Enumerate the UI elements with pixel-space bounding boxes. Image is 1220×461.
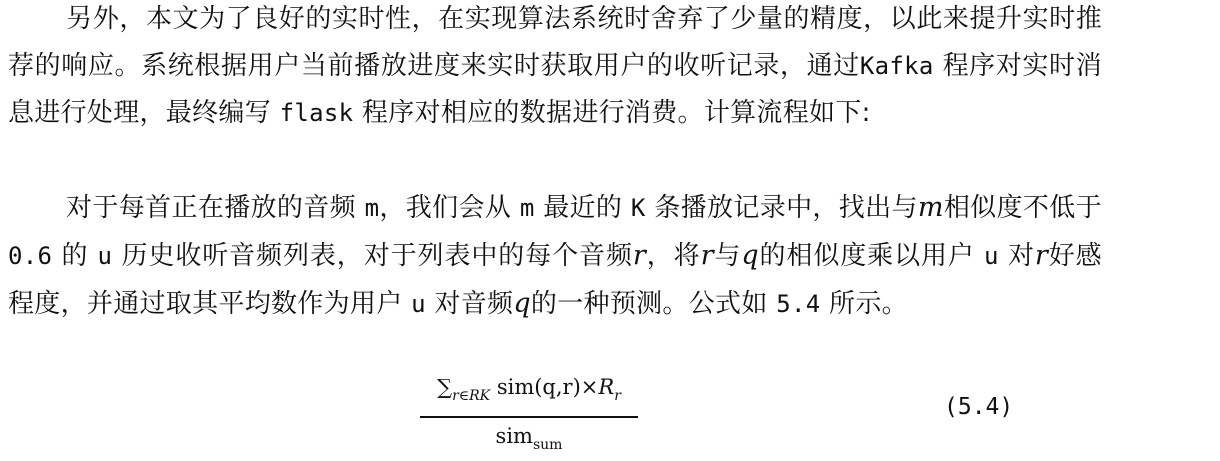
paragraph2-text-2: ，我们会从 [379, 193, 512, 223]
math-r: r [700, 240, 714, 271]
denominator-sim: sim [495, 424, 533, 448]
paragraph2-text-13: 对音频 [434, 289, 514, 319]
math-q: q [741, 240, 759, 271]
math-r: r [632, 240, 647, 271]
equation-reference: 5.4 [776, 290, 821, 318]
paragraph2-text-1: 对于每首正在播放的音频 [66, 193, 356, 223]
sum-symbol: ∑ [437, 375, 453, 399]
formula-numerator [420, 372, 638, 411]
math-q: q [513, 288, 531, 319]
times-symbol: × [580, 375, 599, 399]
denominator-subscript: sum [532, 437, 563, 453]
paragraph2-text-8: ，将 [646, 241, 701, 271]
paragraph2-text-11: 对 [1007, 241, 1035, 271]
math-r: r [1034, 240, 1049, 271]
kafka-term: Kafka [859, 52, 934, 80]
paragraph2-text-4: 条播放记录中，找出与 [654, 193, 918, 223]
paragraph2-text-7: 历史收听音频列表，对于列表中的每个音频 [121, 241, 633, 271]
paragraph1-text-2: 程序对实时消息进行处理，最终编写 [8, 51, 1102, 128]
formula-denominator [420, 422, 638, 459]
fraction-bar [420, 416, 638, 418]
flask-term: flask [279, 99, 354, 127]
rating-symbol: R [598, 375, 615, 399]
var-k: K [630, 194, 646, 222]
paragraph1-text-1: 另外，本文为了良好的实时性，在实现算法系统时舍弃了少量的精度，以此来提升实时推荐的响应。系统根据用户当前播放进度来实时获取用户的收听记录，通过 [8, 4, 1102, 81]
var-u: u [411, 290, 426, 318]
similarity-expression: sim(q,r) [496, 375, 581, 399]
var-m: m [519, 194, 535, 222]
math-m: m [917, 192, 944, 223]
var-m: m [364, 194, 380, 222]
formula-5-4 [420, 372, 638, 459]
sum-subscript: r∈RK [452, 388, 491, 404]
paragraph1-text-3: 程序对相应的数据进行消费。计算流程如下: [361, 98, 871, 128]
paragraph2-text-12: 好感程度，并通过取其平均数作为用户 [8, 241, 1102, 319]
var-u: u [984, 242, 999, 270]
equation-number: (5.4) [944, 394, 1014, 420]
paragraph2-text-3: 最近的 [543, 193, 623, 223]
threshold-value: 0.6 [8, 242, 53, 270]
paragraph-prediction [8, 184, 1102, 328]
paragraph2-text-10: 的相似度乘以用户 [758, 241, 975, 271]
paragraph2-text-15: 所示。 [829, 289, 908, 319]
paragraph2-text-5: 相似度不低于 [943, 193, 1102, 223]
paragraph2-text-14: 的一种预测。公式如 [530, 289, 768, 319]
paragraph2-text-9: 与 [713, 241, 742, 271]
var-u: u [97, 242, 113, 270]
paragraph-realtime [8, 0, 1102, 137]
paragraph2-text-6: 的 [61, 241, 89, 271]
rating-subscript: r [614, 388, 621, 404]
